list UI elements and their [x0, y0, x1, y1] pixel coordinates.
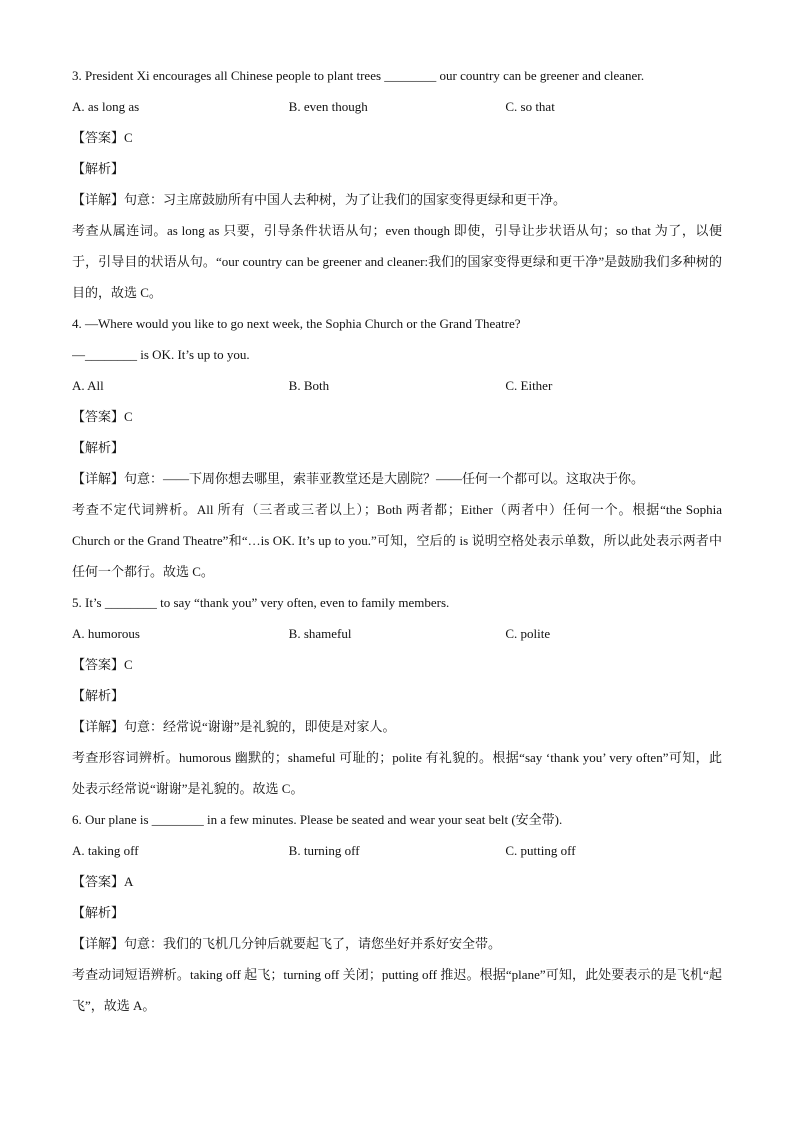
options-row: [72, 835, 722, 866]
question-stem: 5. It’s ________ to say “thank you” very often, even to family members.: [72, 595, 450, 610]
detail-line: [72, 928, 722, 959]
answer-value: C: [124, 657, 133, 672]
detail-label: 【详解】: [72, 937, 125, 952]
analysis-label: 【解析】: [72, 689, 125, 704]
detail-line: [72, 711, 722, 742]
detail-label: 【详解】: [72, 720, 125, 735]
detail-line: [72, 184, 722, 215]
answer-line: [72, 866, 722, 897]
detail-text: 句意：我们的飞机几分钟后就要起飞了，请您坐好并系好安全带。: [124, 936, 502, 951]
answer-label: 【答案】: [72, 875, 125, 890]
option-a: A. humorous: [72, 626, 140, 641]
detail-text: 句意：——下周你想去哪里，索菲亚教堂还是大剧院？——任何一个都可以。这取决于你。: [124, 471, 645, 486]
question-6: [72, 804, 722, 1021]
option-b: B. shameful: [288, 626, 352, 641]
analysis-line: [72, 680, 722, 711]
answer-line: [72, 649, 722, 680]
analysis-label: 【解析】: [72, 906, 125, 921]
analysis-label: 【解析】: [72, 162, 125, 177]
detail-text: 句意：习主席鼓励所有中国人去种树，为了让我们的国家变得更绿和更干净。: [124, 192, 567, 207]
analysis-line: [72, 897, 722, 928]
question-stem: 6. Our plane is ________ in a few minutes. Please be seated and wear your seat belt (安全带).: [72, 812, 563, 827]
question-stem-reply: —________ is OK. It’s up to you.: [72, 347, 250, 362]
options-row: [72, 618, 722, 649]
answer-label: 【答案】: [72, 410, 125, 425]
analysis-line: [72, 153, 722, 184]
answer-label: 【答案】: [72, 131, 125, 146]
analysis-line: [72, 432, 722, 463]
option-c: C. polite: [505, 626, 551, 641]
analysis-label: 【解析】: [72, 441, 125, 456]
options-row: [72, 91, 722, 122]
option-c: C. Either: [505, 378, 553, 393]
question-stem: 4. —Where would you like to go next week, the Sophia Church or the Grand Theatre?: [72, 316, 521, 331]
question-4: [72, 308, 722, 587]
explanation-text: 考查动词短语辨析。taking off 起飞；turning off 关闭；putting off 推迟。根据“plane”可知，此处要表示的是飞机“起飞”，故选 A。: [72, 967, 722, 1013]
answer-value: A: [124, 874, 134, 889]
question-5: [72, 587, 722, 804]
option-a: A. as long as: [72, 99, 140, 114]
answer-label: 【答案】: [72, 658, 125, 673]
document-page: [72, 60, 722, 1021]
option-b: B. turning off: [288, 843, 360, 858]
explanation-text: 考查从属连词。as long as 只要，引导条件状语从句；even though 即使，引导让步状语从句；so that 为了，以便于，引导目的状语从句。“our country can be greener and cleaner:我们的国家变得更绿和更干净”是鼓励我们多种树的目的，故选 C。: [72, 223, 722, 300]
explanation-text: 考查不定代词辨析。All 所有（三者或三者以上）；Both 两者都；Either（两者中）任何一个。根据“the Sophia Church or the Grand Theatre”和“…is OK. It’s up to you.”可知，空后的 is 说明空格处表示单数，所以此处表示两者中任何一个都行。故选 C。: [72, 502, 722, 579]
answer-line: [72, 122, 722, 153]
question-stem: 3. President Xi encourages all Chinese people to plant trees ________ our country can be greener and cleaner.: [72, 68, 645, 83]
option-a: A. All: [72, 378, 104, 393]
detail-label: 【详解】: [72, 193, 125, 208]
detail-label: 【详解】: [72, 472, 125, 487]
answer-value: C: [124, 409, 133, 424]
option-a: A. taking off: [72, 843, 139, 858]
answer-line: [72, 401, 722, 432]
detail-text: 句意：经常说“谢谢”是礼貌的，即使是对家人。: [124, 719, 396, 734]
answer-value: C: [124, 130, 133, 145]
detail-line: [72, 463, 722, 494]
option-b: B. Both: [288, 378, 330, 393]
explanation-text: 考查形容词辨析。humorous 幽默的；shameful 可耻的；polite 有礼貌的。根据“say ‘thank you’ very often”可知，此处表示经常说“谢谢”是礼貌的。故选 C。: [72, 750, 722, 796]
option-c: C. so that: [505, 99, 555, 114]
question-3: [72, 60, 722, 308]
options-row: [72, 370, 722, 401]
option-b: B. even though: [288, 99, 368, 114]
option-c: C. putting off: [505, 843, 576, 858]
